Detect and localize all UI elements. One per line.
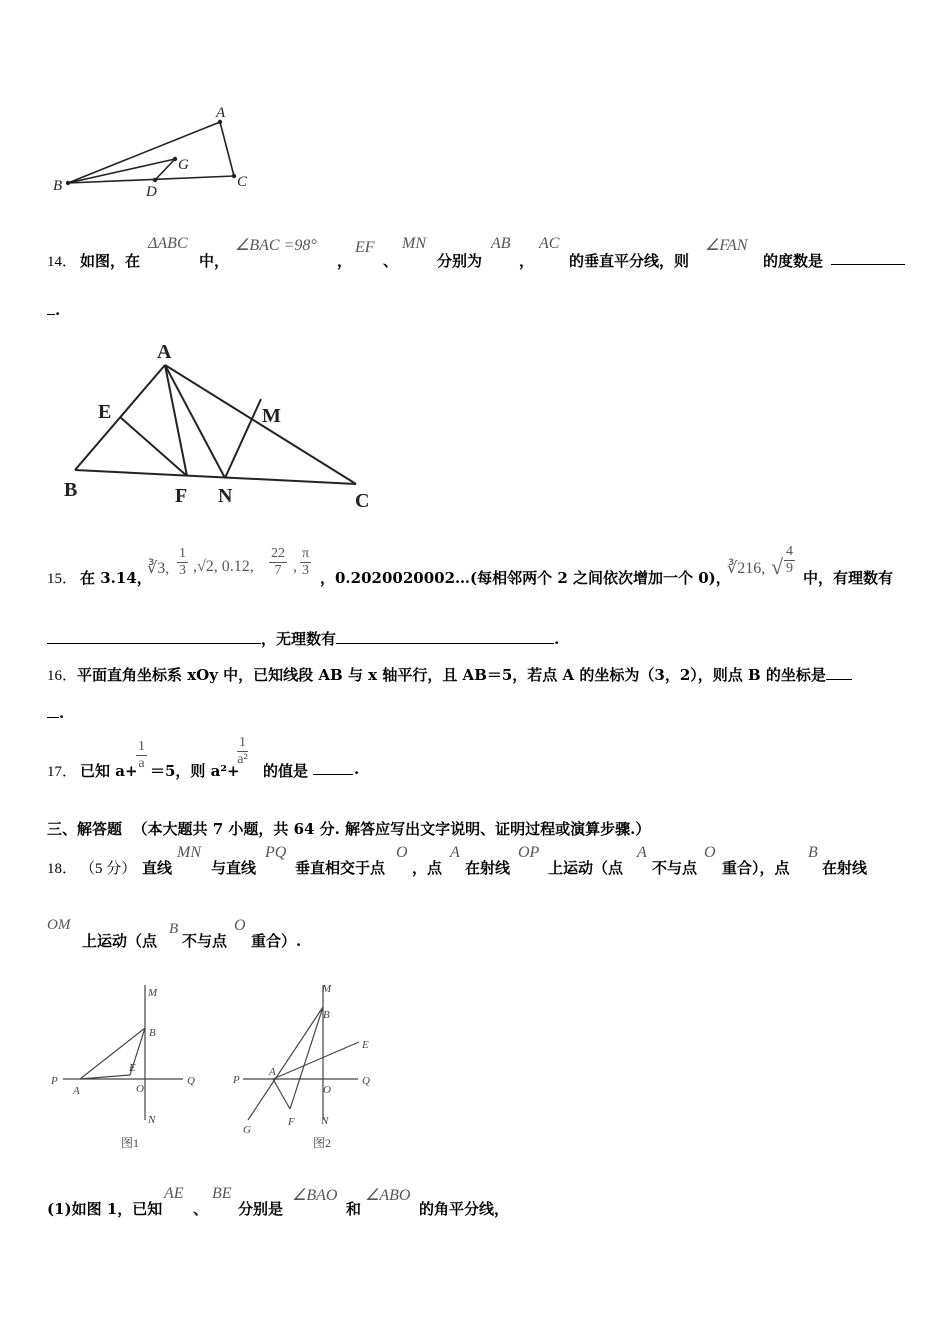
text: ，点 — [412, 859, 443, 877]
question-16-line2 — [47, 703, 64, 722]
text: 在射线 — [822, 859, 868, 877]
text: 在射线 — [465, 859, 511, 877]
label-e: E — [98, 401, 112, 423]
label-p: P — [51, 1075, 58, 1087]
section-heading — [47, 818, 650, 839]
math-ac: AC — [539, 235, 560, 252]
text: 的度数是 — [763, 252, 824, 270]
question-15-line2 — [47, 628, 559, 649]
text: 分别为 — [437, 252, 483, 270]
text: 重合）. — [251, 932, 302, 950]
math-ef: EF — [355, 239, 375, 256]
math-angle-fan: ∠FAN — [705, 237, 748, 254]
figure-caption: 图1 — [121, 1136, 140, 1150]
text: 和 — [346, 1200, 362, 1218]
math-cbrt-216: ∛216, — [727, 560, 766, 577]
text: ，无理数有 — [261, 630, 337, 648]
answer-blank-irrational[interactable] — [336, 629, 554, 644]
answer-blank[interactable] — [313, 760, 353, 775]
math-op: OP — [518, 844, 540, 861]
label-m: M — [148, 987, 158, 999]
math-ab: AB — [491, 235, 511, 252]
answer-blank[interactable] — [826, 665, 852, 680]
label-g: G — [178, 157, 189, 173]
text: 垂直相交于点 — [295, 859, 386, 877]
label-c: C — [355, 490, 370, 512]
question-14 — [47, 235, 917, 270]
period: . — [554, 630, 560, 648]
text: 上运动（点 — [548, 859, 624, 877]
text: 重合），点 — [722, 859, 790, 877]
label-e: E — [129, 1062, 136, 1074]
answer-blank-continued[interactable] — [47, 300, 55, 315]
label-n: N — [218, 485, 233, 507]
fraction-1-a2: $\frac{1}{\text{a²}}$ — [237, 735, 248, 767]
text: 上运动（点 — [82, 932, 158, 950]
label-a: A — [73, 1085, 80, 1097]
text: 已知 a+ — [80, 762, 138, 780]
math-triangle: ΔABC — [148, 235, 188, 252]
section-title: 三、解答题 — [47, 820, 123, 838]
label-b: B — [53, 178, 63, 194]
text: 不与点 — [182, 932, 228, 950]
text: 与直线 — [211, 859, 257, 877]
text: (1)如图 1，已知 — [47, 1200, 163, 1218]
question-number: 16． — [47, 668, 78, 684]
text: ， — [519, 252, 535, 270]
fraction-1-a: $\frac{1}{a}$ — [138, 739, 145, 771]
label-d: D — [146, 184, 157, 200]
text: 不与点 — [652, 859, 698, 877]
math-mn: MN — [177, 844, 201, 861]
text: 如图，在 — [80, 252, 141, 270]
question-16 — [47, 664, 852, 685]
score: （5 分） — [80, 861, 137, 877]
period: . — [55, 301, 61, 319]
fraction-4-9: $\frac{4}{9}$ — [786, 544, 793, 576]
sqrt-sign: √ — [771, 554, 784, 579]
text: 在 3.14， — [80, 569, 152, 587]
text: ＝5，则 a²+ — [150, 762, 240, 780]
text: 的值是 — [263, 762, 309, 780]
math-o: O — [396, 844, 408, 861]
question-18 — [47, 842, 917, 878]
text: 分别是 — [238, 1200, 284, 1218]
question-number: 18． — [47, 861, 78, 877]
label-o: O — [136, 1083, 144, 1095]
math-be: BE — [212, 1185, 232, 1202]
math-o: O — [234, 917, 246, 934]
question-number: 14． — [47, 254, 78, 270]
label-b: B — [323, 1009, 330, 1021]
text: 的垂直平分线，则 — [569, 252, 690, 270]
label-b: B — [64, 479, 78, 501]
text: 的角平分线， — [419, 1200, 510, 1218]
label-m: M — [322, 983, 332, 995]
label-e: E — [362, 1039, 369, 1051]
figure-triangle-abc-g — [48, 100, 258, 200]
figure-caption: 图2 — [313, 1136, 332, 1150]
label-f: F — [288, 1116, 295, 1128]
label-n: N — [148, 1114, 156, 1126]
math-mn: MN — [402, 235, 426, 252]
answer-blank-rational[interactable] — [47, 629, 261, 644]
question-text: 平面直角坐标系 xOy 中，已知线段 AB 与 x 轴平行，且 AB＝5，若点 A 的坐标为（3，2），则点 B 的坐标是 — [77, 666, 826, 684]
text: 中，有理数有 — [803, 569, 894, 587]
math-ae: AE — [164, 1185, 184, 1202]
label-n: N — [321, 1115, 329, 1127]
label-q: Q — [362, 1075, 370, 1087]
math-o: O — [704, 844, 716, 861]
question-number: 17． — [47, 764, 78, 780]
math-b: B — [808, 844, 818, 861]
fraction-1-3: $\frac{1}{3}$ — [179, 546, 186, 578]
comma: , — [293, 558, 297, 575]
question-14-line2 — [47, 300, 60, 319]
answer-blank[interactable] — [831, 250, 905, 265]
math-cbrt-3: ∛3, — [147, 560, 170, 577]
label-q: Q — [187, 1075, 195, 1087]
math-om: OM — [47, 917, 71, 933]
label-c: C — [237, 174, 248, 190]
label-a: A — [157, 341, 172, 363]
fraction-22-7: $\frac{22}{7}$ — [271, 546, 285, 578]
question-18-part-1 — [47, 1183, 647, 1219]
label-g: G — [243, 1124, 251, 1136]
answer-blank-continued[interactable] — [47, 703, 59, 718]
text: 直线 — [142, 859, 173, 877]
period: . — [354, 760, 360, 778]
label-a: A — [269, 1066, 276, 1078]
label-p: P — [233, 1074, 240, 1086]
question-number: 15． — [47, 571, 78, 587]
text: 中， — [199, 252, 230, 270]
label-a: A — [216, 105, 226, 121]
period: . — [59, 704, 65, 722]
question-15 — [47, 540, 917, 595]
math-sqrt2: ,√2, 0.12, — [193, 558, 254, 575]
fraction-pi-3: $\frac{\pi}{3}$ — [302, 546, 310, 578]
math-a: A — [450, 844, 460, 861]
text: 、 — [383, 252, 399, 270]
label-m: M — [262, 405, 281, 427]
math-a: A — [637, 844, 647, 861]
label-b: B — [149, 1027, 156, 1039]
figure-triangle-efmn — [58, 338, 378, 513]
section-note: （本大题共 7 小题，共 64 分. 解答应写出文字说明、证明过程或演算步骤.） — [132, 820, 651, 838]
label-f: F — [175, 485, 188, 507]
math-b: B — [169, 921, 179, 937]
question-18-line2 — [47, 915, 447, 951]
label-o: O — [323, 1084, 331, 1096]
question-17 — [47, 735, 447, 785]
math-angle-bao: ∠BAO — [292, 1187, 338, 1204]
figure-18-2 — [228, 980, 398, 1155]
text: 、 — [193, 1200, 209, 1218]
math-angle-abo: ∠ABO — [365, 1187, 411, 1204]
math-pq: PQ — [265, 844, 287, 861]
text: ， — [337, 252, 353, 270]
figure-18-1 — [45, 980, 215, 1155]
math-angle: ∠BAC =98° — [235, 237, 317, 254]
text: ，0.2020020002…(每相邻两个 2 之间依次增加一个 0)， — [320, 569, 731, 587]
